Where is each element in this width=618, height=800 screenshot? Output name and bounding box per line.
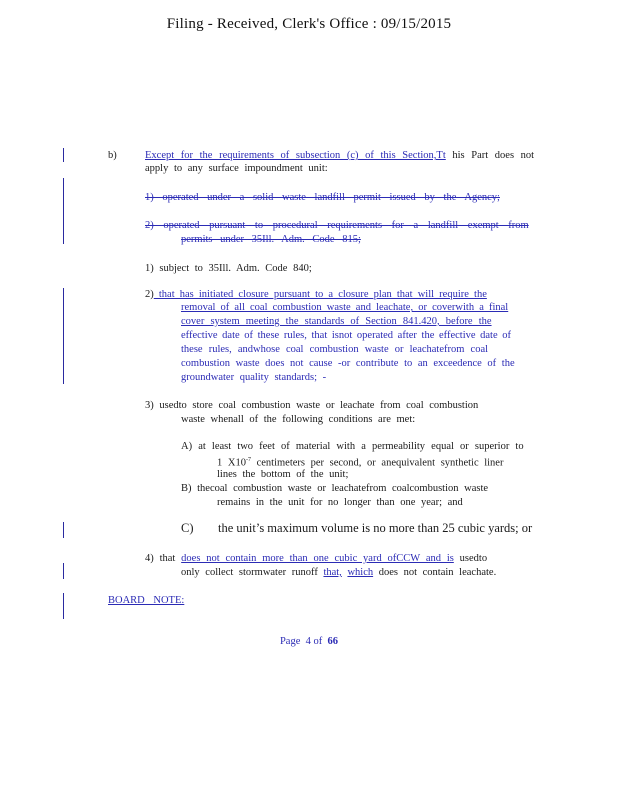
item-4-prefix: 4) that [145,553,182,564]
item-1: 1) subject to 35Ill. Adm. Code 840; [145,263,312,274]
item-4-inserted-which: which [347,567,374,578]
total-pages: 66 [327,636,339,647]
item-b-line2: apply to any surface impoundment unit: [145,163,328,174]
change-bar [63,148,64,162]
item-4-suffix: usedto [453,553,488,564]
item-2-line6: combustion waste does not cause -or contribute to an exceedence of the [181,358,515,369]
of-label: of [313,636,323,647]
page-number: 4 [305,636,311,647]
subitem-b-line1: B) thecoal combustion waste or leachatefrom coalcombustion waste [181,483,489,494]
subitem-b-line2: remains in the unit for no longer than one year; and [217,497,463,508]
subitem-c-text: the unit’s maximum volume is no more than 25 cubic yards; or [218,521,533,535]
item-3-line2: waste whenall of the following conditions are met: [181,414,416,425]
change-bar [63,563,64,579]
item-4-inserted-text: does not contain more than one cubic yard ofCCW and is [181,553,454,564]
change-bar [63,522,64,538]
change-bar [63,288,64,384]
item-b-inserted-text: Except for the requirements of subsection (c) of this Section,Tt [145,150,446,161]
board-note: BOARD NOTE: [108,595,185,606]
change-bar [63,178,64,244]
item-2-line4: effective date of these rules, that isnot operated after the effective date of [181,330,512,341]
subitem-a-exponent: -7 [245,457,251,463]
item-2-line7: groundwater quality standards; - [181,372,327,383]
item-b-rest-text: his Part does not [445,150,535,161]
item-2-inserted-text: that has initiated closure pursuant to a closure plan that will require the [153,289,487,300]
subitem-a-rest: centimeters per second, or anequivalent synthetic liner [250,457,504,469]
subitem-a-line3: lines the bottom of the unit; [217,469,349,480]
filing-header: Filing - Received, Clerk's Office : 09/15/2015 [166,16,452,32]
item-2-line2: removal of all coal combustion waste and leachate, or coverwith a final [181,302,509,313]
item-4-line2-prefix: only collect stormwater runoff [181,567,324,578]
deleted-item-2-line2: permits under 35Ill. Adm. Code 815; [181,234,361,245]
item-b-label: b) [108,150,117,161]
deleted-item-2-line1: 2) operated pursuant to procedural requirements for a landfill exempt from [145,220,529,231]
item-4-line2-suffix: does not contain leachate. [373,567,497,578]
page-label: Page [279,636,301,647]
item-3-line1: 3) usedto store coal combustion waste or leachate from coal combustion [145,400,479,411]
item-4-line2 [181,566,496,580]
item-2-number: 2) [145,289,154,300]
subitem-a-value: 1 X10 [217,457,246,469]
deleted-item-1: 1) operated under a solid waste landfill permit issued by the Agency; [145,192,500,203]
subitem-a-line1: A) at least two feet of material with a permeability equal or superior to [181,441,524,452]
item-2-line3: cover system meeting the standards of Section 841.420, before the [181,316,492,327]
item-2-line5: these rules, andwhose coal combustion waste or leachatefrom coal [181,344,489,355]
change-bar [63,593,64,619]
subitem-c-label: C) [181,521,194,535]
item-2-line1 [145,288,487,302]
page-footer [0,636,618,647]
item-4-inserted-that: that, [323,567,342,578]
item-b-line1 [145,149,534,163]
item-4-line1 [145,552,487,566]
